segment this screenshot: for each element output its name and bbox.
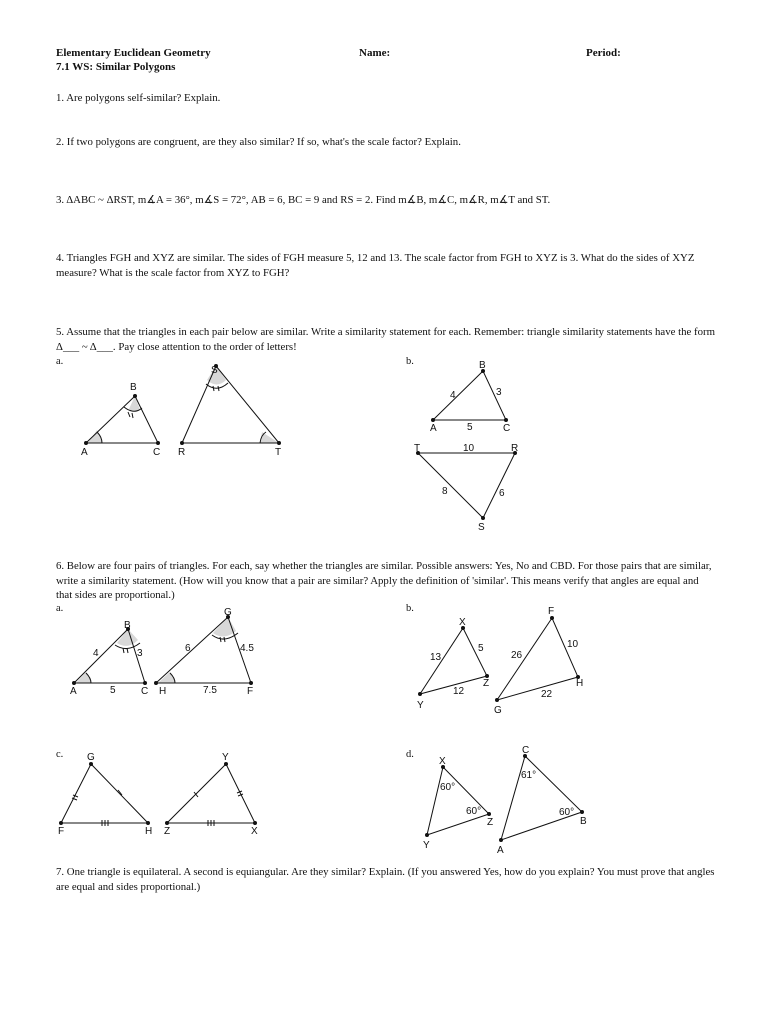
q6-label-a: a. bbox=[56, 603, 64, 614]
question-7: 7. One triangle is equilateral. A second is equiangular. Are they similar? Explain. (If you answered Yes, how do you explain? You must prove that angles are equal and sides proportional.) bbox=[56, 866, 715, 893]
q6b-side-fg: 26 bbox=[511, 650, 523, 661]
q6a-side-ac: 5 bbox=[110, 685, 116, 696]
q5a-label-t: T bbox=[275, 447, 282, 458]
q6a-triangle-hgf bbox=[156, 617, 251, 683]
q5b-side-rs: 6 bbox=[499, 488, 505, 499]
q5-label-a: a. bbox=[56, 356, 64, 367]
q6c-label-f: F bbox=[58, 826, 65, 837]
q6d-label-c: C bbox=[522, 745, 530, 756]
q6c-label-x: X bbox=[251, 826, 258, 837]
q6-label-c: c. bbox=[56, 749, 64, 760]
q6b-side-xz: 5 bbox=[478, 643, 484, 654]
q5b-label-c: C bbox=[503, 423, 511, 434]
q5b-side-bc: 3 bbox=[496, 387, 502, 398]
q6b-triangle-fgh bbox=[497, 618, 578, 700]
q6c-label-z: Z bbox=[164, 826, 171, 837]
q6b-label-z: Z bbox=[483, 678, 490, 689]
q6b-side-gh: 22 bbox=[541, 689, 553, 700]
q6d-angle-z: 60° bbox=[466, 806, 482, 817]
q5b-side-ac: 5 bbox=[467, 422, 473, 433]
q6d-triangle-cab bbox=[501, 756, 582, 840]
q6b-label-h: H bbox=[576, 678, 584, 689]
q6d-label-x: X bbox=[439, 756, 446, 767]
q6b-label-y: Y bbox=[417, 700, 424, 711]
q5b-label-r: R bbox=[511, 443, 519, 454]
question-5: 5. Assume that the triangles in each pair below are similar. Write a similarity statement for each. Remember: triangle similarity statements have the form Δ___ ~ Δ___. Pay close attention to the order of letters! bbox=[56, 326, 715, 353]
period-label: Period: bbox=[586, 47, 621, 59]
course-title: Elementary Euclidean Geometry bbox=[56, 47, 211, 59]
q6b-label-x: X bbox=[459, 617, 466, 628]
q6b-side-fh: 10 bbox=[567, 639, 579, 650]
q5a-triangle-rst bbox=[182, 366, 279, 443]
q5a-label-c: C bbox=[153, 447, 161, 458]
q6c-triangle-yzx bbox=[167, 764, 255, 826]
q5a-label-s: S bbox=[211, 365, 218, 376]
q6a-side-hf: 7.5 bbox=[203, 685, 217, 696]
vertex-dots bbox=[59, 364, 584, 842]
q5b-label-s: S bbox=[478, 522, 485, 533]
q6a-label-b: B bbox=[124, 620, 131, 631]
q6d-label-b: B bbox=[580, 816, 587, 827]
q6a-label-g: G bbox=[224, 607, 232, 618]
q6d-label-y: Y bbox=[423, 840, 430, 851]
q6d-triangle-xyz bbox=[427, 767, 489, 835]
q6a-side-ab: 4 bbox=[93, 648, 99, 659]
q6d-angle-b: 60° bbox=[559, 807, 575, 818]
question-6: 6. Below are four pairs of triangles. For each, say whether the triangles are similar. Possible answers: Yes, No and CBD. For those pairs that are similar, write a similarity statement. (How will you know that a pair are similar? Apply the definition of 'similar'. This means verify that angles are equal and that sides are proportional.) bbox=[56, 560, 712, 601]
q6a-label-h: H bbox=[159, 686, 167, 697]
q6a-label-a: A bbox=[70, 686, 77, 697]
q6a-side-gf: 4.5 bbox=[240, 643, 254, 654]
q6d-angle-c: 61° bbox=[521, 770, 537, 781]
q6c-triangle-gfh bbox=[61, 764, 148, 826]
q6d-angle-x: 60° bbox=[440, 782, 456, 793]
q5a-label-b: B bbox=[130, 382, 137, 393]
q5a-triangle-abc bbox=[86, 396, 158, 443]
q6c-label-h: H bbox=[145, 826, 153, 837]
q5b-side-ts: 8 bbox=[442, 486, 448, 497]
q6b-side-xy: 13 bbox=[430, 652, 442, 663]
name-label: Name: bbox=[359, 47, 391, 59]
worksheet-title: 7.1 WS: Similar Polygons bbox=[56, 61, 176, 73]
q6d-label-a: A bbox=[497, 845, 504, 856]
question-2: 2. If two polygons are congruent, are they also similar? If so, what's the scale factor? Explain. bbox=[56, 136, 461, 148]
q6a-side-hg: 6 bbox=[185, 643, 191, 654]
q6a-label-c: C bbox=[141, 686, 149, 697]
question-1: 1. Are polygons self-similar? Explain. bbox=[56, 92, 221, 104]
question-4: 4. Triangles FGH and XYZ are similar. The sides of FGH measure 5, 12 and 13. The scale factor from FGH to XYZ is 3. What do the sides of XYZ measure? What is the scale factor from XYZ to FGH? bbox=[56, 252, 695, 279]
q5b-triangle-trs bbox=[418, 453, 515, 518]
q5b-side-ab: 4 bbox=[450, 390, 456, 401]
q5b-side-tr: 10 bbox=[463, 443, 475, 454]
q6b-side-yz: 12 bbox=[453, 686, 465, 697]
q5b-label-t: T bbox=[414, 443, 421, 454]
q5a-label-r: R bbox=[178, 447, 186, 458]
q6a-triangle-abc bbox=[74, 629, 145, 683]
q6b-label-g: G bbox=[494, 705, 502, 716]
q6c-label-y: Y bbox=[222, 752, 229, 763]
q5a-label-a: A bbox=[81, 447, 88, 458]
q6b-label-f: F bbox=[548, 606, 555, 617]
question-3: 3. ΔABC ~ ΔRST, m∡A = 36°, m∡S = 72°, AB = 6, BC = 9 and RS = 2. Find m∡B, m∡C, m∡R, m∡T and ST. bbox=[56, 194, 551, 206]
q6d-label-z: Z bbox=[487, 817, 494, 828]
q6a-side-bc: 3 bbox=[137, 648, 143, 659]
q5b-label-b: B bbox=[479, 360, 486, 371]
q6c-label-g: G bbox=[87, 752, 95, 763]
q6-label-d: d. bbox=[406, 749, 414, 760]
q6a-label-f: F bbox=[247, 686, 254, 697]
q5-label-b: b. bbox=[406, 356, 414, 367]
q5b-label-a: A bbox=[430, 423, 437, 434]
q6-label-b: b. bbox=[406, 603, 414, 614]
